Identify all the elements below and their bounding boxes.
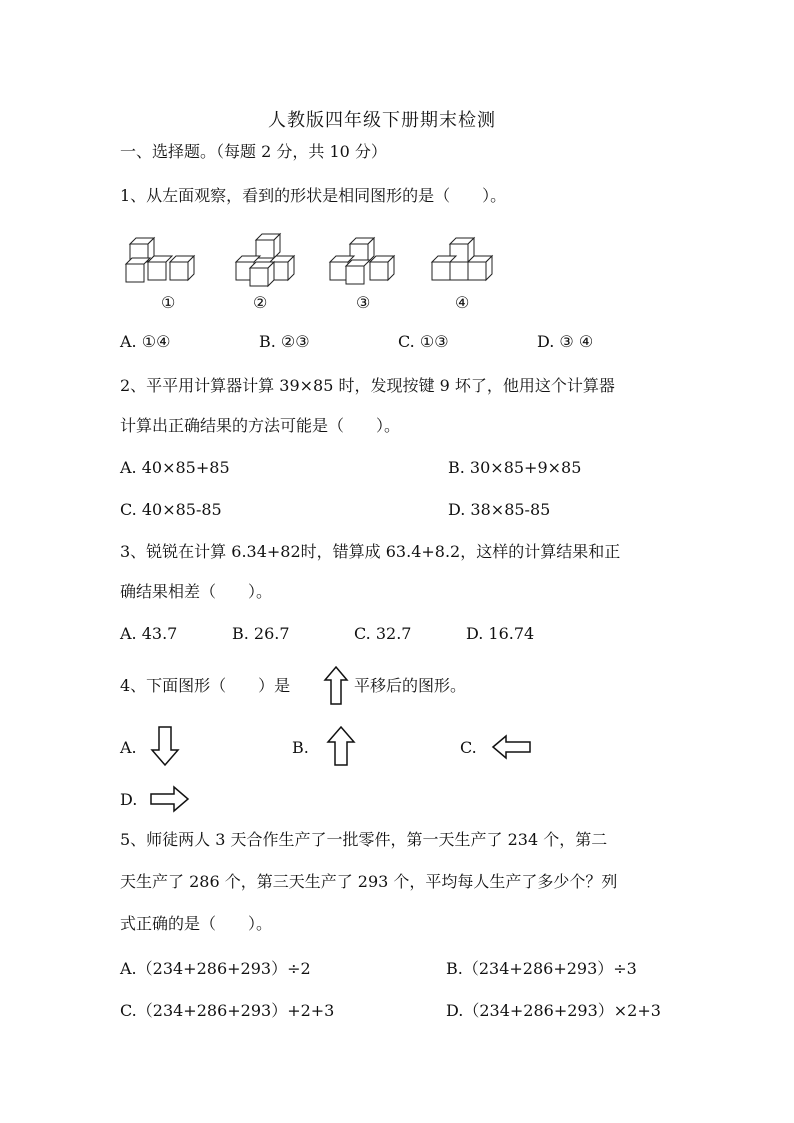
figure-label-1: ① <box>161 293 176 312</box>
q4-option-d-label[interactable]: D. <box>120 790 138 809</box>
arrow-left-icon[interactable] <box>492 735 532 759</box>
q5-option-b[interactable]: B.（234+286+293）÷3 <box>446 959 637 978</box>
cube-figure-1 <box>120 232 200 292</box>
q4-stem-after: 平移后的图形。 <box>354 676 467 695</box>
arrow-up-icon[interactable] <box>326 726 356 766</box>
arrow-right-icon[interactable] <box>150 786 190 812</box>
q3-option-c[interactable]: C. 32.7 <box>354 624 412 643</box>
q2-stem-line1: 2、平平用计算器计算 39×85 时，发现按键 9 坏了，他用这个计算器 <box>120 376 615 395</box>
cube-figure-4 <box>430 232 510 292</box>
figure-label-2: ② <box>253 293 268 312</box>
q3-stem-line1: 3、锐锐在计算 6.34+82时，错算成 63.4+8.2，这样的计算结果和正 <box>120 542 621 561</box>
q3-stem-line2: 确结果相差（ ）。 <box>120 582 273 601</box>
q5-stem-line1: 5、师徒两人 3 天合作生产了一批零件，第一天生产了 234 个，第二 <box>120 830 608 849</box>
q5-option-c[interactable]: C.（234+286+293）+2+3 <box>120 1001 335 1020</box>
figure-label-4: ④ <box>455 293 470 312</box>
cube-figure-2 <box>230 232 310 292</box>
q4-option-b-label[interactable]: B. <box>292 738 309 757</box>
q3-option-a[interactable]: A. 43.7 <box>120 624 178 643</box>
arrow-up-reference-icon <box>324 666 348 706</box>
cube-figure-3 <box>326 232 406 292</box>
q1-option-c[interactable]: C. ①③ <box>398 332 449 351</box>
q5-stem-line2: 天生产了 286 个，第三天生产了 293 个，平均每人生产了多少个？列 <box>120 872 618 891</box>
q4-stem-before: 4、下面图形（ ）是 <box>120 676 291 695</box>
q5-option-a[interactable]: A.（234+286+293）÷2 <box>120 959 311 978</box>
q2-option-b[interactable]: B. 30×85+9×85 <box>448 458 582 477</box>
q3-option-b[interactable]: B. 26.7 <box>232 624 290 643</box>
q1-option-d[interactable]: D. ③ ④ <box>537 332 594 351</box>
section-heading: 一、选择题。（每题 2 分，共 10 分） <box>120 142 387 161</box>
q3-option-d[interactable]: D. 16.74 <box>466 624 535 643</box>
q2-option-c[interactable]: C. 40×85-85 <box>120 500 222 519</box>
q5-option-d[interactable]: D.（234+286+293）×2+3 <box>446 1001 661 1020</box>
q2-option-a[interactable]: A. 40×85+85 <box>120 458 230 477</box>
q1-option-b[interactable]: B. ②③ <box>259 332 310 351</box>
q1-stem: 1、从左面观察，看到的形状是相同图形的是（ ）。 <box>120 186 507 205</box>
q4-option-c-label[interactable]: C. <box>460 738 477 757</box>
q2-option-d[interactable]: D. 38×85-85 <box>448 500 551 519</box>
arrow-down-icon[interactable] <box>150 726 180 766</box>
q5-stem-line3: 式正确的是（ ）。 <box>120 914 273 933</box>
q4-option-a-label[interactable]: A. <box>120 738 137 757</box>
figure-label-3: ③ <box>356 293 371 312</box>
q2-stem-line2: 计算出正确结果的方法可能是（ ）。 <box>120 416 401 435</box>
q1-option-a[interactable]: A. ①④ <box>120 332 171 351</box>
page-title: 人教版四年级下册期末检测 <box>268 110 496 131</box>
